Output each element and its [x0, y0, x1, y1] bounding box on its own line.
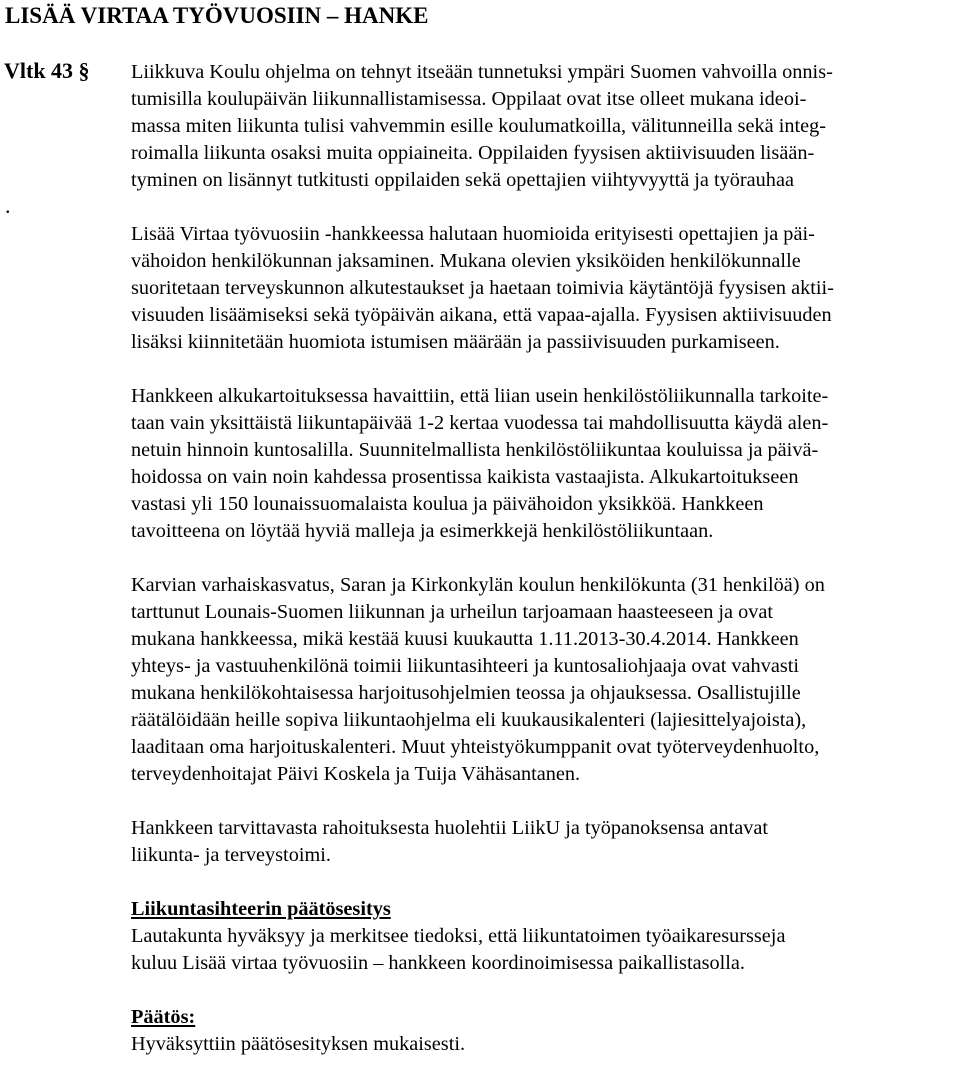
paragraph-line: yhteys- ja vastuuhenkilönä toimii liikuntasihteeri ja kuntosaliohjaaja ovat vahvasti	[131, 655, 800, 677]
document-body	[131, 59, 960, 1058]
paragraph-alkukartoitus	[131, 383, 960, 545]
paragraph-line: tavoitteena on löytää hyviä malleja ja esimerkkejä henkilöstöliikuntaan.	[131, 520, 714, 542]
paragraph-line: mukana henkilökohtaisessa harjoitusohjelmien teossa ja ohjauksessa. Osallistujille	[131, 682, 801, 704]
proposal-section	[131, 896, 960, 977]
paragraph-line: Liikkuva Koulu ohjelma on tehnyt itseään tunnetuksi ympäri Suomen vahvoilla onnis-	[131, 61, 833, 83]
proposal-title: Liikuntasihteerin päätösesitys	[131, 898, 391, 920]
paragraph-line: Karvian varhaiskasvatus, Saran ja Kirkonkylän koulun henkilökunta (31 henkilöä) on	[131, 574, 825, 596]
paragraph-liikkuva-koulu	[131, 59, 960, 194]
paragraph-lisaa-virtaa	[131, 221, 960, 356]
stray-mark: .	[5, 193, 11, 218]
paragraph-line: massa miten liikunta tulisi vahvemmin esille koulumatkoilla, välitunneilla sekä integ-	[131, 115, 827, 137]
paragraph-rahoitus	[131, 815, 960, 869]
paragraph-line: Lisää Virtaa työvuosiin -hankkeessa halutaan huomioida erityisesti opettajien ja päi-	[131, 223, 815, 245]
paragraph-line: taan vain yksittäistä liikuntapäivää 1-2 kertaa vuodessa tai mahdollisuutta käydä alen-	[131, 412, 829, 434]
decision-section	[131, 1004, 960, 1058]
paragraph-line: Hankkeen tarvittavasta rahoituksesta huolehtii LiikU ja työpanoksensa antavat	[131, 817, 768, 839]
decision-title: Päätös:	[131, 1006, 196, 1028]
paragraph-line: suoritetaan terveyskunnon alkutestaukset ja haetaan toimivia käytäntöjä fyysisen aktii-	[131, 277, 834, 299]
decision-line: Hyväksyttiin päätösesityksen mukaisesti.	[131, 1033, 466, 1055]
paragraph-line: lisäksi kiinnitetään huomiota istumisen määrään ja passiivisuuden purkamiseen.	[131, 331, 780, 353]
paragraph-line: räätälöidään heille sopiva liikuntaohjelma eli kuukausikalenteri (lajiesittelyajoista),	[131, 709, 807, 731]
paragraph-line: laaditaan oma harjoituskalenteri. Muut yhteistyökumppanit ovat työterveydenhuolto,	[131, 736, 820, 758]
proposal-line: kuluu Lisää virtaa työvuosiin – hankkeen koordinoimisessa paikallistasolla.	[131, 952, 745, 974]
paragraph-line: terveydenhoitajat Päivi Koskela ja Tuija Vähäsantanen.	[131, 763, 581, 785]
paragraph-line: vastasi yli 150 lounaissuomalaista koulua ja päivähoidon yksikköä. Hankkeen	[131, 493, 764, 515]
paragraph-line: vähoidon henkilökunnan jaksaminen. Mukana olevien yksiköiden henkilökunnalle	[131, 250, 801, 272]
paragraph-line: tyminen on lisännyt tutkitusti oppilaiden sekä opettajien viihtyvyyttä ja työrauhaa	[131, 169, 794, 191]
paragraph-line: visuuden lisäämiseksi sekä työpäivän aikana, että vapaa-ajalla. Fyysisen aktiivisuuden	[131, 304, 832, 326]
paragraph-line: Hankkeen alkukartoituksessa havaittiin, että liian usein henkilöstöliikunnalla tarkoite-	[131, 385, 829, 407]
paragraph-line: tumisilla koulupäivän liikunnallistamisessa. Oppilaat ovat itse olleet mukana ideoi-	[131, 88, 807, 110]
document-heading: LISÄÄ VIRTAA TYÖVUOSIIN – HANKE	[5, 3, 429, 28]
proposal-line: Lautakunta hyväksyy ja merkitsee tiedoksi, että liikuntatoimen työaikaresursseja	[131, 925, 786, 947]
paragraph-line: mukana hankkeessa, mikä kestää kuusi kuukautta 1.11.2013-30.4.2014. Hankkeen	[131, 628, 799, 650]
section-label: Vltk 43 §	[4, 58, 90, 83]
paragraph-line: tarttunut Lounais-Suomen liikunnan ja urheilun tarjoamaan haasteeseen ja ovat	[131, 601, 774, 623]
paragraph-karvia	[131, 572, 960, 788]
paragraph-line: liikunta- ja terveystoimi.	[131, 844, 331, 866]
paragraph-line: netuin hinnoin kuntosalilla. Suunnitelmallista henkilöstöliikuntaa kouluissa ja päivä-	[131, 439, 819, 461]
paragraph-line: hoidossa on vain noin kahdessa prosentissa kaikista vastaajista. Alkukartoitukseen	[131, 466, 799, 488]
paragraph-line: roimalla liikunta osaksi muita oppiaineita. Oppilaiden fyysisen aktiivisuuden lisään-	[131, 142, 815, 164]
